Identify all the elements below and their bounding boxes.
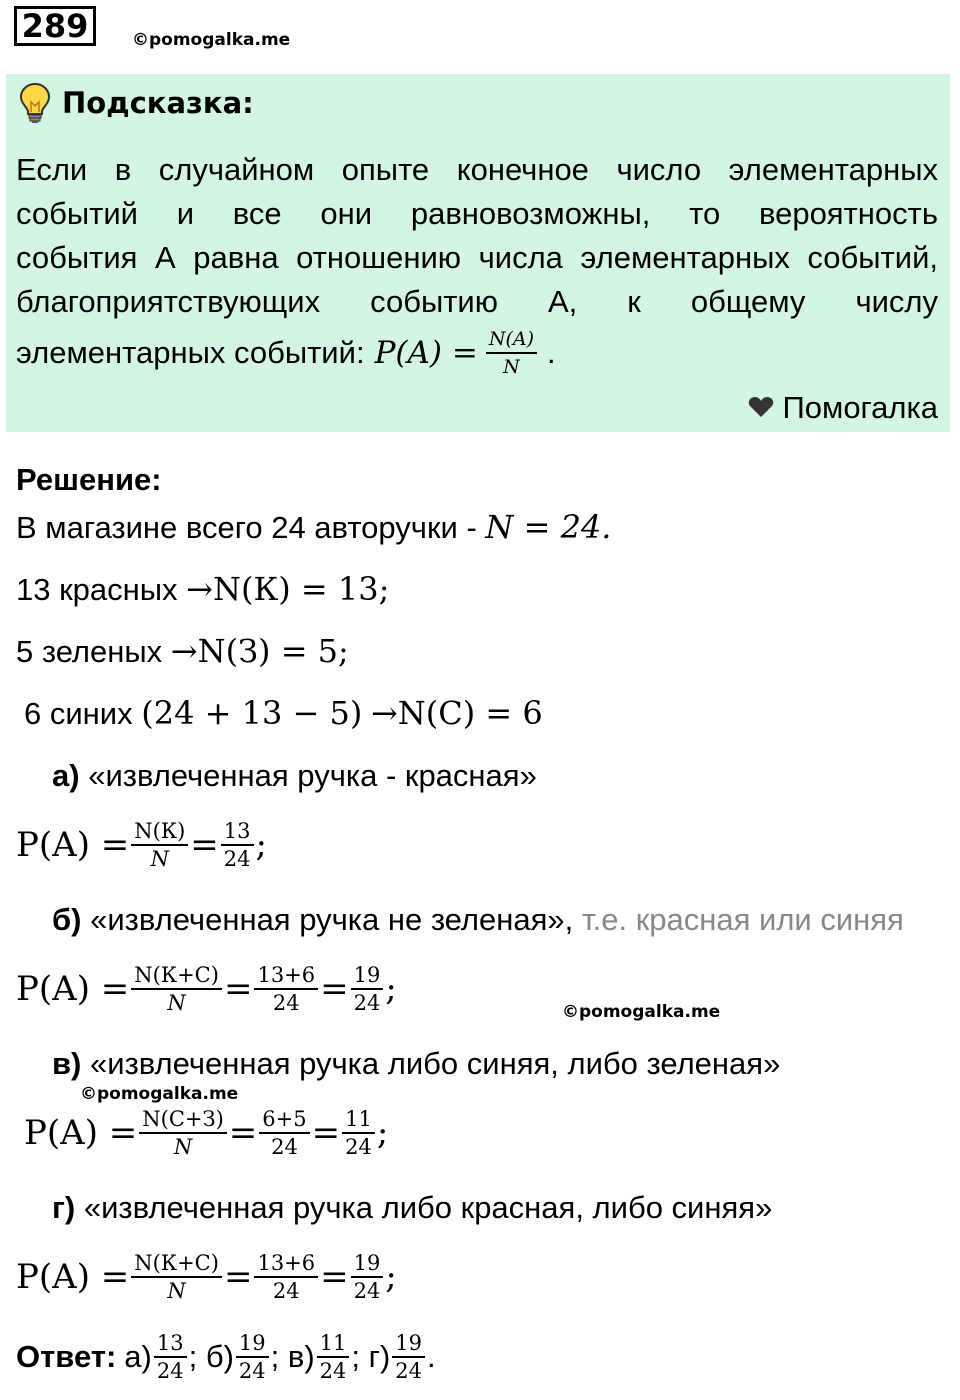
- part-g-frac-2-den: 24: [272, 1279, 300, 1303]
- hint-line-5-end: .: [547, 335, 556, 370]
- part-v-frac-2-den: 24: [271, 1135, 298, 1159]
- part-b-frac-2-num: 13+6: [254, 962, 318, 990]
- answer-b-den: 24: [238, 1359, 266, 1383]
- part-a-frac-2: [221, 818, 254, 872]
- answer-a-den: 24: [156, 1359, 184, 1383]
- part-a-end: ;: [255, 825, 267, 865]
- part-v-frac-2-num: 6+5: [259, 1106, 309, 1134]
- part-b-equals-1: =: [223, 969, 253, 1009]
- answer-v-frac: [317, 1330, 350, 1384]
- answer-a-label: а): [124, 1339, 152, 1374]
- answer-v-num: 11: [317, 1330, 350, 1358]
- part-g-equals-2: =: [320, 1257, 349, 1297]
- answer-b-num: 19: [236, 1330, 269, 1358]
- hint-fraction: [486, 326, 537, 380]
- hint-line-5: [16, 326, 938, 380]
- part-g-text: «извлеченная ручка либо красная, либо синяя»: [83, 1190, 773, 1225]
- part-g-frac-3-den: 24: [353, 1279, 381, 1303]
- part-v-text: «извлеченная ручка либо синяя, либо зеленая»: [90, 1046, 781, 1081]
- hint-fraction-numerator: N(A): [486, 326, 537, 354]
- part-g-label: г): [52, 1190, 76, 1225]
- part-v-frac-1-den: N: [173, 1135, 193, 1159]
- part-v-end: ;: [376, 1113, 389, 1153]
- answer-v-den: 24: [319, 1359, 347, 1383]
- task-number: 289: [14, 6, 96, 46]
- hint-line-4: благоприятствующих событию А, к общему числу: [16, 284, 938, 319]
- watermark-3: ©pomogalka.me: [80, 1084, 239, 1104]
- answer-a-frac: [154, 1330, 187, 1384]
- part-g-lhs: P(A) =: [16, 1257, 130, 1297]
- solution-heading: Решение:: [16, 462, 162, 497]
- part-b-frac-1: [131, 962, 222, 1016]
- part-g-frac-1-num: N(К+С): [131, 1250, 222, 1278]
- part-g-heading: [52, 1190, 772, 1226]
- part-b-end: ;: [385, 969, 397, 1009]
- answer-end: .: [427, 1339, 436, 1374]
- part-v-frac-3-den: 24: [345, 1135, 372, 1159]
- part-v-lhs: P(A) =: [24, 1113, 138, 1153]
- part-b-equals-2: =: [320, 969, 349, 1009]
- part-g-frac-1: [131, 1250, 222, 1304]
- part-v-frac-3: [342, 1106, 375, 1160]
- part-a-frac-1-den: N: [150, 847, 169, 871]
- part-b-frac-3-den: 24: [353, 991, 381, 1015]
- hint-line-2: событий и все они равновозможны, то вероятность: [16, 196, 938, 231]
- line-4-math: (24 + 13 − 5): [141, 694, 363, 732]
- solution-line-3: [16, 632, 349, 670]
- line-3-text: 5 зеленых: [16, 634, 163, 669]
- answer-g-num: 19: [392, 1330, 425, 1358]
- answer-g-label: ; г): [351, 1339, 391, 1374]
- line-4-text: 6 синих: [24, 696, 133, 731]
- part-a-label: а): [52, 758, 80, 793]
- part-b-note: т.е. красная или синяя: [581, 902, 904, 937]
- part-b-frac-2: [254, 962, 318, 1016]
- watermark: ©pomogalka.me: [132, 30, 291, 50]
- part-g-frac-2: [254, 1250, 318, 1304]
- part-a-text: «извлеченная ручка - красная»: [88, 758, 537, 793]
- part-g-frac-3-num: 19: [351, 1250, 384, 1278]
- heart-icon: [748, 390, 774, 426]
- brand-name: Помогалка: [782, 390, 938, 425]
- part-v-frac-2: [259, 1106, 309, 1160]
- answer-v-label: ; в): [270, 1339, 315, 1374]
- part-v-label: в): [52, 1046, 82, 1081]
- solution-line-1: [16, 508, 611, 546]
- answer-g-frac: [392, 1330, 425, 1384]
- part-a-formula: [16, 818, 267, 872]
- part-b-frac-3: [351, 962, 384, 1016]
- hint-line-5-text: элементарных событий:: [16, 335, 365, 370]
- hint-title: Подсказка:: [62, 86, 254, 120]
- part-v-frac-1: [139, 1106, 227, 1160]
- line-2-math: →N(К) = 13;: [186, 570, 390, 608]
- part-g-frac-2-num: 13+6: [254, 1250, 318, 1278]
- part-b-text: «извлеченная ручка не зеленая»,: [90, 902, 574, 937]
- part-g-frac-3: [351, 1250, 384, 1304]
- part-b-frac-1-den: N: [167, 991, 186, 1015]
- part-a-equals: =: [190, 825, 219, 865]
- part-v-heading: [52, 1046, 780, 1082]
- hint-formula-lhs: P(A) =: [374, 335, 478, 371]
- answer-a-num: 13: [154, 1330, 187, 1358]
- part-a-frac-1-num: N(К): [131, 818, 188, 846]
- answer-label: Ответ:: [16, 1339, 117, 1374]
- line-3-math: →N(З) = 5;: [170, 632, 349, 670]
- part-v-frac-1-num: N(С+З): [139, 1106, 227, 1134]
- solution-line-2: [16, 570, 389, 608]
- answer-b-label: ; б): [188, 1339, 234, 1374]
- part-g-end: ;: [385, 1257, 397, 1297]
- part-b-label: б): [52, 902, 82, 937]
- hint-fraction-denominator: N: [503, 356, 520, 378]
- part-v-equals-2: =: [311, 1113, 341, 1153]
- part-b-frac-1-num: N(К+С): [131, 962, 222, 990]
- line-4-math-2: →N(С) = 6: [370, 694, 543, 732]
- hint-line-3: события А равна отношению числа элементарных событий,: [16, 240, 938, 275]
- line-2-text: 13 красных: [16, 572, 178, 607]
- part-g-equals-1: =: [223, 1257, 253, 1297]
- brand: [748, 390, 938, 426]
- part-a-heading: [52, 758, 537, 794]
- part-v-equals-1: =: [228, 1113, 258, 1153]
- part-a-frac-1: [131, 818, 188, 872]
- hint-text: [16, 148, 938, 380]
- part-g-frac-1-den: N: [167, 1279, 186, 1303]
- part-g-formula: [16, 1250, 397, 1304]
- part-b-frac-2-den: 24: [272, 991, 300, 1015]
- part-b-frac-3-num: 19: [351, 962, 384, 990]
- answer: [16, 1330, 436, 1384]
- part-a-lhs: P(A) =: [16, 825, 130, 865]
- part-b-lhs: P(A) =: [16, 969, 130, 1009]
- answer-b-frac: [236, 1330, 269, 1384]
- part-a-frac-2-den: 24: [223, 847, 251, 871]
- part-v-frac-3-num: 11: [342, 1106, 375, 1134]
- part-a-frac-2-num: 13: [221, 818, 254, 846]
- line-1-text: В магазине всего 24 авторучки -: [16, 510, 477, 545]
- watermark-2: ©pomogalka.me: [562, 1002, 721, 1022]
- part-v-formula: [24, 1106, 388, 1160]
- solution-line-4: [24, 694, 543, 732]
- answer-g-den: 24: [395, 1359, 422, 1383]
- line-1-math: N = 24.: [485, 508, 612, 546]
- part-b-formula: [16, 962, 397, 1016]
- hint-line-1: Если в случайном опыте конечное число элементарных: [16, 152, 938, 187]
- part-b-heading: [52, 902, 904, 938]
- lightbulb-icon: [18, 82, 52, 129]
